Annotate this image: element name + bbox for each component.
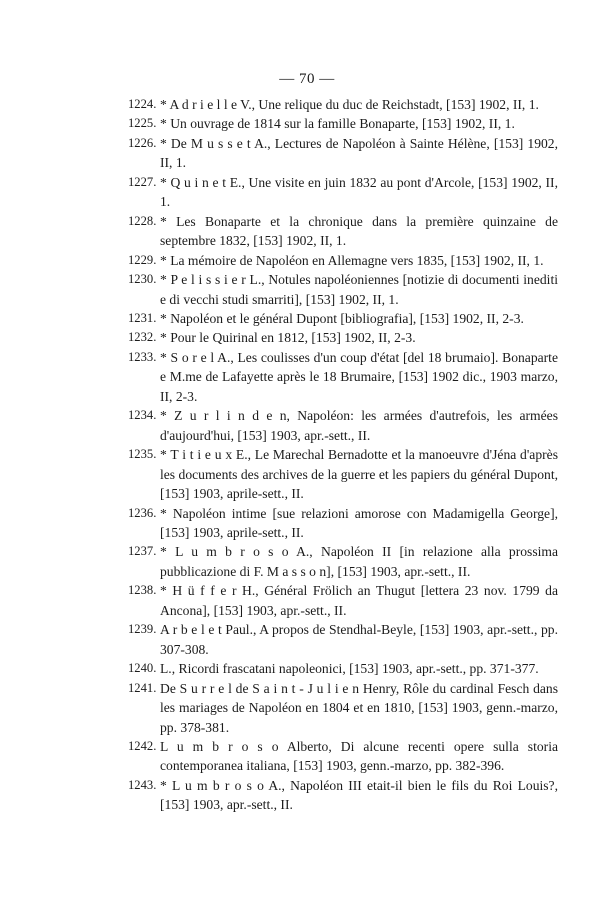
entry-text: * Un ouvrage de 1814 sur la famille Bonaparte, [153] 1902, II, 1. (160, 116, 515, 132)
bibliography-entry-list (128, 95, 558, 815)
bibliography-entry-1225 (128, 114, 558, 133)
entry-number: 1234. (128, 408, 157, 423)
bibliography-entry-1227 (128, 173, 558, 212)
entry-text: * De M u s s e t A., Lectures de Napoléon à Sainte Hélène, [153] 1902, II, 1. (160, 135, 558, 171)
entry-text: * S o r e l A., Les coulisses d'un coup d'état [del 18 brumaio]. Bonaparte e M.me de Lafayette après le 18 Brumaire, [153] 1902 dic., 1903 marzo, II, 2-3. (160, 349, 558, 404)
page-number: — 70 — (279, 71, 335, 87)
entry-number: 1239. (128, 622, 157, 637)
bibliography-entry-1242 (128, 737, 558, 776)
entry-number: 1232. (128, 330, 157, 345)
bibliography-entry-1232 (128, 328, 558, 347)
bibliography-entry-1229 (128, 251, 558, 270)
entry-text: * Q u i n e t E., Une visite en juin 1832 au pont d'Arcole, [153] 1902, II, 1. (160, 174, 558, 210)
bibliography-entry-1238 (128, 581, 558, 620)
entry-text: * La mémoire de Napoléon en Allemagne vers 1835, [153] 1902, II, 1. (160, 252, 544, 268)
entry-text: * Pour le Quirinal en 1812, [153] 1902, II, 2-3. (160, 330, 416, 346)
entry-number: 1235. (128, 447, 157, 462)
entry-text: * L u m b r o s o A., Napoléon II [in relazione alla prossima pubblicazione di F. M a s s o n], [153] 1903, apr.-sett., II. (160, 544, 558, 579)
entry-text: L., Ricordi frascatani napoleonici, [153] 1903, apr.-sett., pp. 371-377. (160, 661, 539, 677)
entry-number: 1238. (128, 583, 157, 598)
bibliography-entry-1233 (128, 348, 558, 406)
entry-text: De S u r r e l de S a i n t - J u l i e n Henry, Rôle du cardinal Fesch dans les mariages de Napoléon en 1804 et en 1810, [153] 1903, genn.-marzo, pp. 378-381. (160, 680, 558, 735)
bibliography-entry-1234 (128, 406, 558, 445)
bibliography-entry-1237 (128, 542, 558, 581)
entry-text: * P e l i s s i e r L., Notules napoléoniennes [notizie di documenti inediti e di vecchi studi smarriti], [153] 1902, II, 1. (160, 272, 558, 307)
entry-text: * L u m b r o s o A., Napoléon III etait-il bien le fils du Roi Louis?, [153] 1903, apr.-sett., II. (160, 777, 558, 813)
bibliography-entry-1241 (128, 679, 558, 737)
entry-number: 1233. (128, 349, 157, 364)
bibliography-entry-1231 (128, 309, 558, 328)
entry-number: 1236. (128, 505, 157, 520)
entry-text: * A d r i e l l e V., Une relique du duc de Reichstadt, [153] 1902, II, 1. (160, 97, 539, 112)
bibliography-entry-1239 (128, 620, 558, 659)
bibliography-entry-1230 (128, 270, 558, 309)
bibliography-entry-1235 (128, 445, 558, 503)
entry-number: 1225. (128, 116, 157, 131)
entry-number: 1241. (128, 680, 157, 695)
entry-number: 1240. (128, 661, 157, 676)
bibliography-entry-1224 (128, 95, 558, 114)
entry-text: A r b e l e t Paul., A propos de Stendhal-Beyle, [153] 1903, apr.-sett., pp. 307-308. (160, 622, 558, 657)
bibliography-entry-1228 (128, 212, 558, 251)
bibliography-entry-1240 (128, 659, 558, 678)
entry-number: 1242. (128, 738, 157, 753)
entry-number: 1228. (128, 213, 157, 228)
entry-text: * T i t i e u x E., Le Marechal Bernadotte et la manoeuvre d'Jéna d'après les documents des archives de la guerre et les papiers du général Dupont, [153] 1903, aprile-sett., II. (160, 447, 558, 502)
entry-number: 1229. (128, 252, 157, 267)
entry-number: 1224. (128, 97, 157, 111)
entry-number: 1227. (128, 174, 157, 189)
entry-text: L u m b r o s o Alberto, Di alcune recenti opere sulla storia contemporanea italiana, [153] 1903, genn.-marzo, pp. 382-396. (160, 738, 558, 774)
bibliography-entry-1236 (128, 504, 558, 543)
bibliography-entry-1243 (128, 776, 558, 815)
entry-number: 1243. (128, 777, 157, 792)
entry-text: * H ü f f e r H., Général Frölich an Thugut [lettera 23 nov. 1799 da Ancona], [153] 1903, apr.-sett., II. (160, 583, 558, 618)
entry-text: * Napoléon et le général Dupont [bibliografia], [153] 1902, II, 2-3. (160, 310, 524, 326)
entry-number: 1231. (128, 310, 157, 325)
entry-number: 1226. (128, 135, 157, 150)
entry-number: 1230. (128, 272, 157, 287)
entry-text: * Z u r l i n d e n, Napoléon: les armées d'autrefois, les armées d'aujourd'hui, [153] 1903, apr.-sett., II. (160, 408, 558, 443)
entry-number: 1237. (128, 544, 157, 559)
bibliography-entry-1226 (128, 134, 558, 173)
entry-text: * Napoléon intime [sue relazioni amorose con Madamigella George], [153] 1903, aprile-sett., II. (160, 505, 558, 540)
entry-text: * Les Bonaparte et la chronique dans la première quinzaine de septembre 1832, [153] 1902, II, 1. (160, 213, 558, 249)
